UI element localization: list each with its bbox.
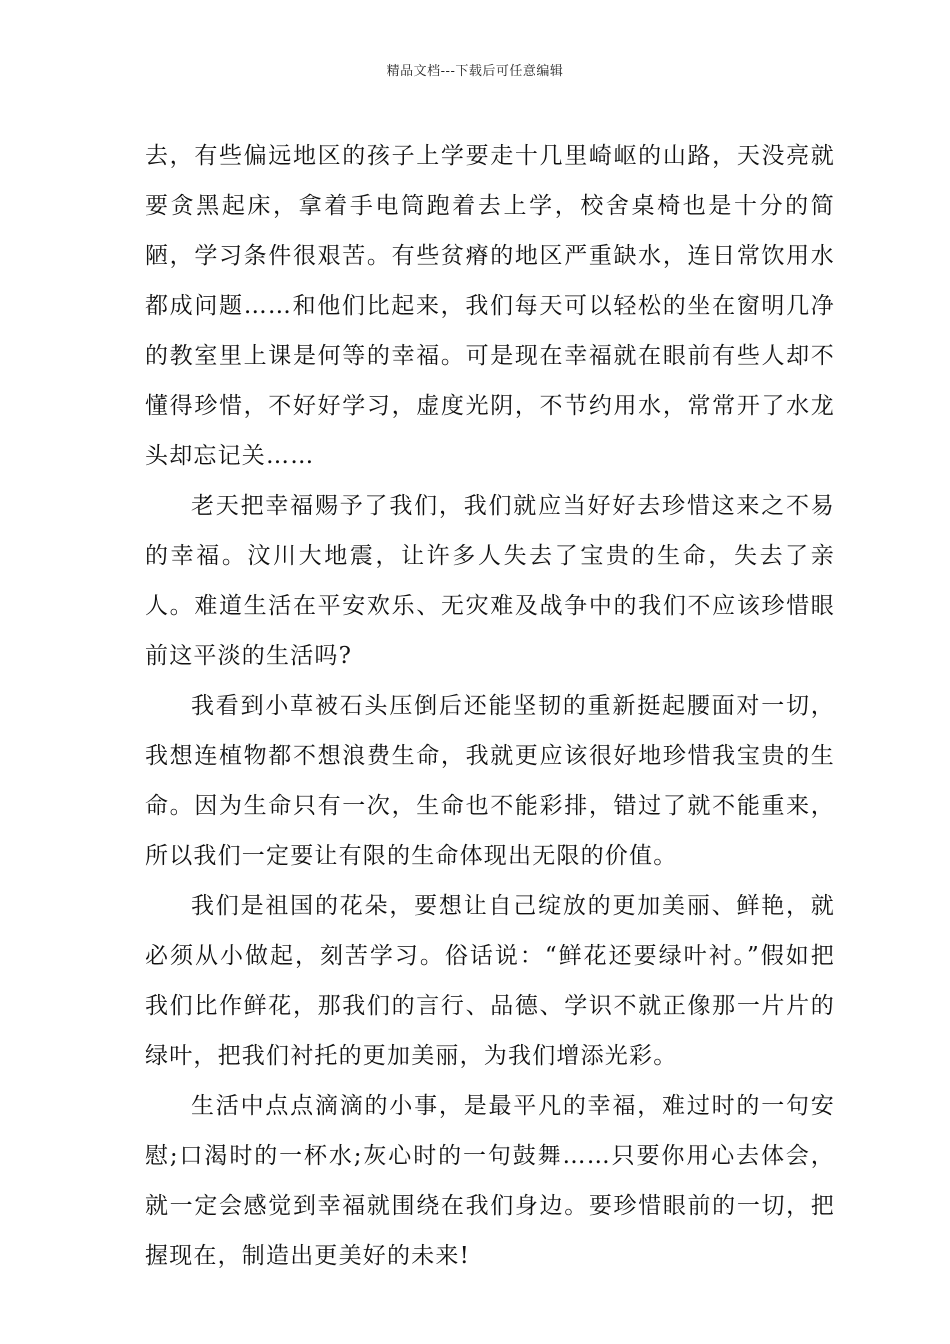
document-body — [145, 131, 835, 1281]
paragraph: 生活中点点滴滴的小事，是最平凡的幸福，难过时的一句安慰;口渴时的一杯水;灰心时的一句鼓舞……只要你用心去体会，就一定会感觉到幸福就围绕在我们身边。要珍惜眼前的一切，把握现在，制造出更美好的未来! — [145, 1093, 835, 1269]
page-header: 精品文档---下载后可任意编辑 — [386, 64, 564, 79]
paragraph: 我们是祖国的花朵，要想让自己绽放的更加美丽、鲜艳，就必须从小做起，刻苦学习。俗话说：“鲜花还要绿叶衬。”假如把我们比作鲜花，那我们的言行、品德、学识不就正像那一片片的绿叶，把我们衬托的更加美丽，为我们增添光彩。 — [145, 893, 835, 1069]
paragraph: 老天把幸福赐予了我们，我们就应当好好去珍惜这来之不易的幸福。汶川大地震，让许多人失去了宝贵的生命，失去了亲人。难道生活在平安欢乐、无灾难及战争中的我们不应该珍惜眼前这平淡的生活吗? — [145, 493, 835, 669]
paragraph: 我看到小草被石头压倒后还能坚韧的重新挺起腰面对一切，我想连植物都不想浪费生命，我就更应该很好地珍惜我宝贵的生命。因为生命只有一次，生命也不能彩排，错过了就不能重来，所以我们一定要让有限的生命体现出无限的价值。 — [145, 693, 835, 869]
paragraph-continued: 去，有些偏远地区的孩子上学要走十几里崎岖的山路，天没亮就要贪黑起床，拿着手电筒跑着去上学，校舍桌椅也是十分的简陋，学习条件很艰苦。有些贫瘠的地区严重缺水，连日常饮用水都成问题……和他们比起来，我们每天可以轻松的坐在窗明几净的教室里上课是何等的幸福。可是现在幸福就在眼前有些人却不懂得珍惜，不好好学习，虚度光阴，不节约用水，常常开了水龙头却忘记关…… — [145, 143, 835, 469]
